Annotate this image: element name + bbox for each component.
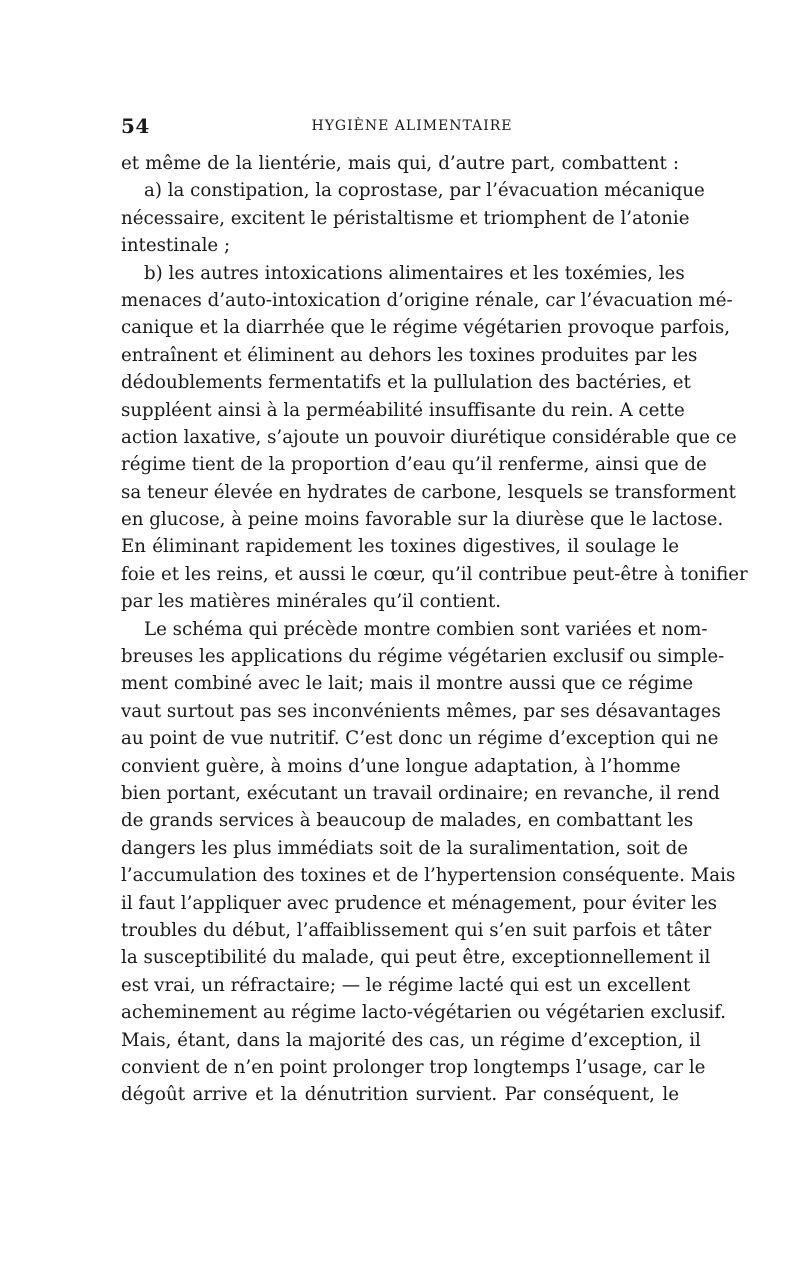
text-line: acheminement au régime lacto-végétarien ou végétarien exclusif. — [121, 1002, 727, 1024]
text-line: En éliminant rapidement les toxines digestives, il soulage le — [121, 536, 679, 558]
text-line: est vrai, un réfractaire; — le régime lacté qui est un excellent — [121, 974, 691, 996]
text-line: dangers les plus immédiats soit de la suralimentation, soit de — [121, 837, 689, 859]
text-line: Mais, étant, dans la majorité des cas, un régime d’exception, il — [121, 1029, 701, 1051]
text-line: troubles du début, l’affaiblissement qui s’en suit parfois et tâter — [121, 919, 712, 941]
text-line: intestinale ; — [121, 235, 231, 257]
text-line: canique et la diarrhée que le régime végétarien provoque parfois, — [121, 317, 731, 339]
text-line: dégoût arrive et la dénutrition survient. Par conséquent, le — [121, 1084, 679, 1106]
text-line: dédoublements fermentatifs et la pullulation des bactéries, et — [121, 372, 691, 394]
text-line: a) la constipation, la coprostase, par l’évacuation mécanique — [144, 180, 705, 202]
text-line: sa teneur élevée en hydrates de carbone, lesquels se transforment — [121, 481, 736, 503]
text-line: par les matières minérales qu’il contient. — [121, 591, 502, 613]
text-line: en glucose, à peine moins favorable sur la diurèse que le lactose. — [121, 509, 724, 531]
text-line: l’accumulation des toxines et de l’hypertension conséquente. Mais — [121, 865, 736, 887]
text-line: régime tient de la proportion d’eau qu’il renferme, ainsi que de — [121, 454, 707, 476]
text-line: menaces d’auto-intoxication d’origine rénale, car l’évacuation mé- — [121, 289, 733, 311]
text-line: action laxative, s’ajoute un pouvoir diurétique considérable que ce — [121, 426, 737, 448]
text-line: b) les autres intoxications alimentaires et les toxémies, les — [144, 262, 685, 284]
text-line: convient guère, à moins d’une longue adaptation, à l’homme — [121, 755, 681, 777]
text-line: entraînent et éliminent au dehors les toxines produites par les — [121, 344, 698, 366]
text-line: suppléent ainsi à la perméabilité insuffisante du rein. A cette — [121, 399, 685, 421]
running-title: HYGIÈNE ALIMENTAIRE — [311, 118, 513, 134]
text-line: et même de la lientérie, mais qui, d’autre part, combattent : — [121, 153, 679, 174]
text-line: vaut surtout pas ses inconvénients mêmes, par ses désavantages — [121, 700, 721, 722]
text-line: breuses les applications du régime végétarien exclusif ou simple- — [121, 646, 725, 668]
body-text — [121, 150, 748, 1109]
text-line: nécessaire, excitent le péristaltisme et triomphent de l’atonie — [121, 207, 690, 229]
text-line: bien portant, exécutant un travail ordinaire; en revanche, il rend — [121, 782, 720, 804]
text-line: convient de n’en point prolonger trop longtemps l’usage, car le — [121, 1056, 706, 1078]
text-line: ment combiné avec le lait; mais il montre aussi que ce régime — [121, 673, 694, 695]
text-line: il faut l’appliquer avec prudence et ménagement, pour éviter les — [121, 892, 718, 914]
text-line: au point de vue nutritif. C’est donc un régime d’exception qui ne — [121, 728, 719, 750]
page-number: 54 — [121, 114, 150, 138]
text-line: foie et les reins, et aussi le cœur, qu’il contribue peut-être à tonifier — [121, 563, 748, 585]
text-line: de grands services à beaucoup de malades, en combattant les — [121, 810, 694, 832]
text-line: la susceptibilité du malade, qui peut être, exceptionnellement il — [121, 947, 711, 969]
running-head — [121, 114, 679, 142]
text-line: Le schéma qui précède montre combien sont variées et nom- — [144, 618, 708, 640]
